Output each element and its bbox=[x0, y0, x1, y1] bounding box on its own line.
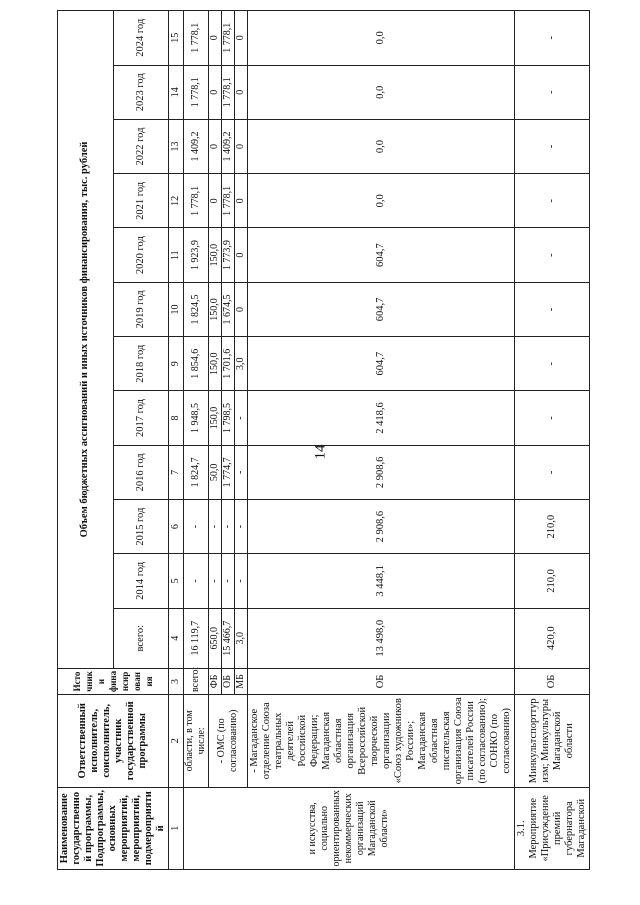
row-year-value: 2 908,6 bbox=[248, 445, 515, 499]
row-name: 3.1. Мероприятие «Присуждение премий губернатора Магаданской bbox=[515, 787, 590, 869]
row-year-value: 1 824,5 bbox=[184, 282, 209, 336]
header-year: 2019 год bbox=[113, 282, 169, 336]
row-total: 13 498,0 bbox=[248, 608, 515, 668]
row-year-value: - bbox=[184, 554, 209, 608]
row-executor: Минкультспорттуризм; Минкультуры Магаданской области bbox=[515, 695, 590, 788]
row-year-value: 0,0 bbox=[248, 119, 515, 173]
col-number: 4 bbox=[169, 608, 184, 668]
header-volume: Объем бюджетных ассигнований и иных источников финансирования, тыс. рублей bbox=[58, 11, 114, 669]
row-year-value: 150,0 bbox=[209, 391, 222, 445]
col-number: 7 bbox=[169, 445, 184, 499]
row-year-value: 604,7 bbox=[248, 282, 515, 336]
row-year-value: 0 bbox=[209, 65, 222, 119]
row-year-value: 150,0 bbox=[209, 337, 222, 391]
row-year-value: - bbox=[515, 65, 590, 119]
row-year-value: 1 798,5 bbox=[222, 391, 235, 445]
row-total: 650,0 bbox=[209, 608, 222, 668]
col-number: 6 bbox=[169, 499, 184, 553]
financing-table bbox=[57, 10, 590, 870]
table-row bbox=[209, 11, 222, 870]
col-number: 1 bbox=[169, 787, 184, 869]
col-number: 10 bbox=[169, 282, 184, 336]
row-year-value: 150,0 bbox=[209, 228, 222, 282]
row-year-value: 1 409,2 bbox=[184, 119, 209, 173]
row-year-value: 1 854,6 bbox=[184, 337, 209, 391]
row-year-value: - bbox=[209, 499, 222, 553]
row-year-value: 210,0 bbox=[515, 554, 590, 608]
row-total: 15 466,7 bbox=[222, 608, 235, 668]
page-number: 14 bbox=[312, 444, 328, 460]
row-year-value: 1 778,1 bbox=[222, 11, 235, 66]
row-year-value: - bbox=[184, 499, 209, 553]
col-number: 15 bbox=[169, 11, 184, 66]
row-year-value: 1 778,1 bbox=[184, 11, 209, 66]
table-row bbox=[248, 11, 515, 870]
row-year-value: - bbox=[235, 445, 248, 499]
row-year-value: 1 674,5 bbox=[222, 282, 235, 336]
row-year-value: - bbox=[515, 11, 590, 66]
row-year-value: - bbox=[515, 337, 590, 391]
row-year-value: - bbox=[209, 554, 222, 608]
row-year-value: 0 bbox=[235, 228, 248, 282]
row-year-value: 1 824,7 bbox=[184, 445, 209, 499]
header-name: Наименование государственной программы, Подпрограммы, основных мероприятий, мероприятий, подмероприятий bbox=[58, 787, 169, 869]
row-year-value: 0 bbox=[235, 11, 248, 66]
row-year-value: 3 448,1 bbox=[248, 554, 515, 608]
row-year-value: 3,0 bbox=[235, 337, 248, 391]
row-year-value: 0 bbox=[235, 65, 248, 119]
row-year-value: 1 923,9 bbox=[184, 228, 209, 282]
col-number: 12 bbox=[169, 174, 184, 228]
row-year-value: 50,0 bbox=[209, 445, 222, 499]
row-source: ОБ bbox=[222, 668, 235, 694]
header-year: 2021 год bbox=[113, 174, 169, 228]
row-source: МБ bbox=[235, 668, 248, 694]
header-year: 2014 год bbox=[113, 554, 169, 608]
row-executor: области, в том числе: bbox=[184, 695, 209, 788]
row-executor: - ОМС (по согласованию) bbox=[209, 695, 248, 788]
row-year-value: - bbox=[222, 554, 235, 608]
row-year-value: - bbox=[515, 119, 590, 173]
row-year-value: - bbox=[515, 174, 590, 228]
row-source: ОБ bbox=[248, 668, 515, 694]
col-number: 2 bbox=[169, 695, 184, 788]
table-row bbox=[515, 11, 590, 870]
row-year-value: - bbox=[235, 499, 248, 553]
header-year: 2015 год bbox=[113, 499, 169, 553]
row-total: 16 119,7 bbox=[184, 608, 209, 668]
row-year-value: 1 778,1 bbox=[222, 174, 235, 228]
row-year-value: 0 bbox=[235, 174, 248, 228]
row-year-value: 0 bbox=[235, 119, 248, 173]
row-year-value: 0 bbox=[209, 11, 222, 66]
col-number: 5 bbox=[169, 554, 184, 608]
row-year-value: 1 773,9 bbox=[222, 228, 235, 282]
row-year-value: 0,0 bbox=[248, 11, 515, 66]
row-year-value: 0 bbox=[209, 174, 222, 228]
row-year-value: 2 908,6 bbox=[248, 499, 515, 553]
header-year: 2023 год bbox=[113, 65, 169, 119]
row-year-value: 604,7 bbox=[248, 228, 515, 282]
row-year-value: 1 774,7 bbox=[222, 445, 235, 499]
row-year-value: 1 778,1 bbox=[184, 65, 209, 119]
row-year-value: 150,0 bbox=[209, 282, 222, 336]
row-name: и искусства, социально ориентированных некоммерческих организаций Магаданской области» bbox=[184, 787, 515, 869]
row-year-value: 1 409,2 bbox=[222, 119, 235, 173]
row-year-value: 0,0 bbox=[248, 174, 515, 228]
col-number: 3 bbox=[169, 668, 184, 694]
row-year-value: - bbox=[515, 282, 590, 336]
row-year-value: 0,0 bbox=[248, 65, 515, 119]
row-year-value: 1 778,1 bbox=[184, 174, 209, 228]
col-number: 9 bbox=[169, 337, 184, 391]
table-row bbox=[184, 11, 209, 870]
row-year-value: - bbox=[235, 391, 248, 445]
row-total: 3,0 bbox=[235, 608, 248, 668]
row-year-value: - bbox=[235, 554, 248, 608]
row-year-value: - bbox=[515, 391, 590, 445]
header-year: 2020 год bbox=[113, 228, 169, 282]
col-number: 13 bbox=[169, 119, 184, 173]
col-number: 11 bbox=[169, 228, 184, 282]
row-source: всего: bbox=[184, 668, 209, 694]
header-source: Источники финансирования bbox=[58, 668, 169, 694]
row-year-value: 604,7 bbox=[248, 337, 515, 391]
row-total: 420,0 bbox=[515, 608, 590, 668]
row-year-value: 210,0 bbox=[515, 499, 590, 553]
row-source: ОБ bbox=[515, 668, 590, 694]
row-year-value: - bbox=[515, 228, 590, 282]
financing-table-rotated bbox=[57, 10, 632, 870]
row-year-value: 0 bbox=[209, 119, 222, 173]
column-numbers-row bbox=[169, 11, 184, 870]
row-year-value: 1 778,1 bbox=[222, 65, 235, 119]
header-year: 2022 год bbox=[113, 119, 169, 173]
col-number: 14 bbox=[169, 65, 184, 119]
row-year-value: 1 701,6 bbox=[222, 337, 235, 391]
header-year: 2024 год bbox=[113, 11, 169, 66]
header-executor: Ответственный исполнитель, соисполнитель, участник государственной программы bbox=[58, 695, 169, 788]
header-year: 2018 год bbox=[113, 337, 169, 391]
row-year-value: - bbox=[515, 445, 590, 499]
header-year: 2016 год bbox=[113, 445, 169, 499]
row-year-value: 1 948,5 bbox=[184, 391, 209, 445]
row-year-value: 2 418,6 bbox=[248, 391, 515, 445]
row-executor: - Магаданское отделение Союза театральных деятелей Российской Федерации; Магаданская областная организация Всероссийской творческой организации «Союз художников России»; Магаданская областная писательская организация Союза писателей России (по согласованию); СОНКО (по согласованию) bbox=[248, 695, 515, 788]
row-year-value: 0 bbox=[235, 282, 248, 336]
header-year: 2017 год bbox=[113, 391, 169, 445]
col-number: 8 bbox=[169, 391, 184, 445]
header-total: всего: bbox=[113, 608, 169, 668]
row-year-value: - bbox=[222, 499, 235, 553]
row-source: ФБ bbox=[209, 668, 222, 694]
